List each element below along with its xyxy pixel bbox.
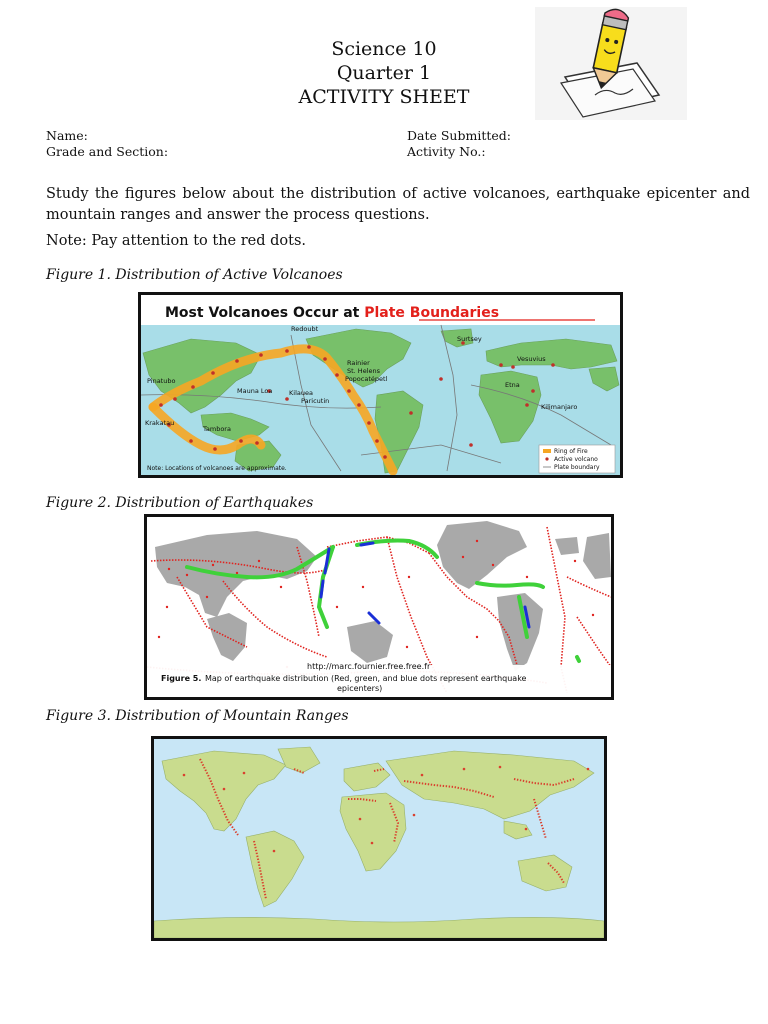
earthquake-map-figure-label: Figure 5. xyxy=(161,674,202,683)
label-popocatepetl: Popocatépetl xyxy=(345,375,388,383)
label-redoubt: Redoubt xyxy=(291,325,319,333)
date-submitted-field-label: Date Submitted: xyxy=(407,128,511,143)
instructions-text: Study the figures below about the distribution of active volcanoes, earthquake epicenter and mountain ranges and answer the process questions. xyxy=(46,186,750,223)
earthquake-map-description-2: epicenters) xyxy=(337,684,383,693)
figure2-caption: Figure 2. Distribution of Earthquakes xyxy=(46,495,314,511)
label-st-helens: St. Helens xyxy=(347,367,381,375)
label-kilimanjaro: Kilimanjaro xyxy=(541,403,578,411)
volcano-map-note: Note: Locations of volcanoes are approximate. xyxy=(147,465,287,472)
label-mauna-loa: Mauna Loa xyxy=(237,387,273,395)
subject-title: Science 10 xyxy=(331,38,437,60)
label-paricutin: Paricutin xyxy=(301,397,330,405)
mountain-map xyxy=(151,736,607,941)
volcano-map-legend xyxy=(539,445,615,473)
activity-no-field-label: Activity No.: xyxy=(407,144,486,159)
grade-section-field-label: Grade and Section: xyxy=(46,144,169,159)
label-vesuvius: Vesuvius xyxy=(517,355,546,363)
pencil-clipart xyxy=(535,7,687,120)
label-kilauea: Kilauea xyxy=(289,389,313,397)
figure1-caption: Figure 1. Distribution of Active Volcanoes xyxy=(46,267,343,283)
label-krakatau: Krakatau xyxy=(145,419,175,427)
figure3-caption: Figure 3. Distribution of Mountain Ranges xyxy=(46,708,349,724)
earthquake-map-url: http://marc.fournier.free.free.fr xyxy=(307,662,431,671)
earthquake-map-description: Map of earthquake distribution (Red, green, and blue dots represent earthquake xyxy=(205,674,527,683)
label-pinatubo: Pinatubo xyxy=(147,377,176,385)
legend-active-volcano: Active volcano xyxy=(554,456,598,463)
label-surtsey: Surtsey xyxy=(457,335,482,343)
instructions-note: Note: Pay attention to the red dots. xyxy=(46,233,307,249)
volcano-map-heading: Most Volcanoes Occur at Plate Boundaries xyxy=(165,305,500,321)
name-field-label: Name: xyxy=(46,128,88,143)
label-etna: Etna xyxy=(505,381,520,389)
volcano-map xyxy=(138,292,623,478)
legend-ring-of-fire: Ring of Fire xyxy=(554,448,588,455)
sheet-title: ACTIVITY SHEET xyxy=(298,86,470,108)
legend-plate-boundary: Plate boundary xyxy=(554,464,600,471)
label-tambora: Tambora xyxy=(203,425,231,433)
earthquake-map xyxy=(144,514,614,700)
label-rainier: Rainier xyxy=(347,359,370,367)
quarter-title: Quarter 1 xyxy=(336,62,432,84)
